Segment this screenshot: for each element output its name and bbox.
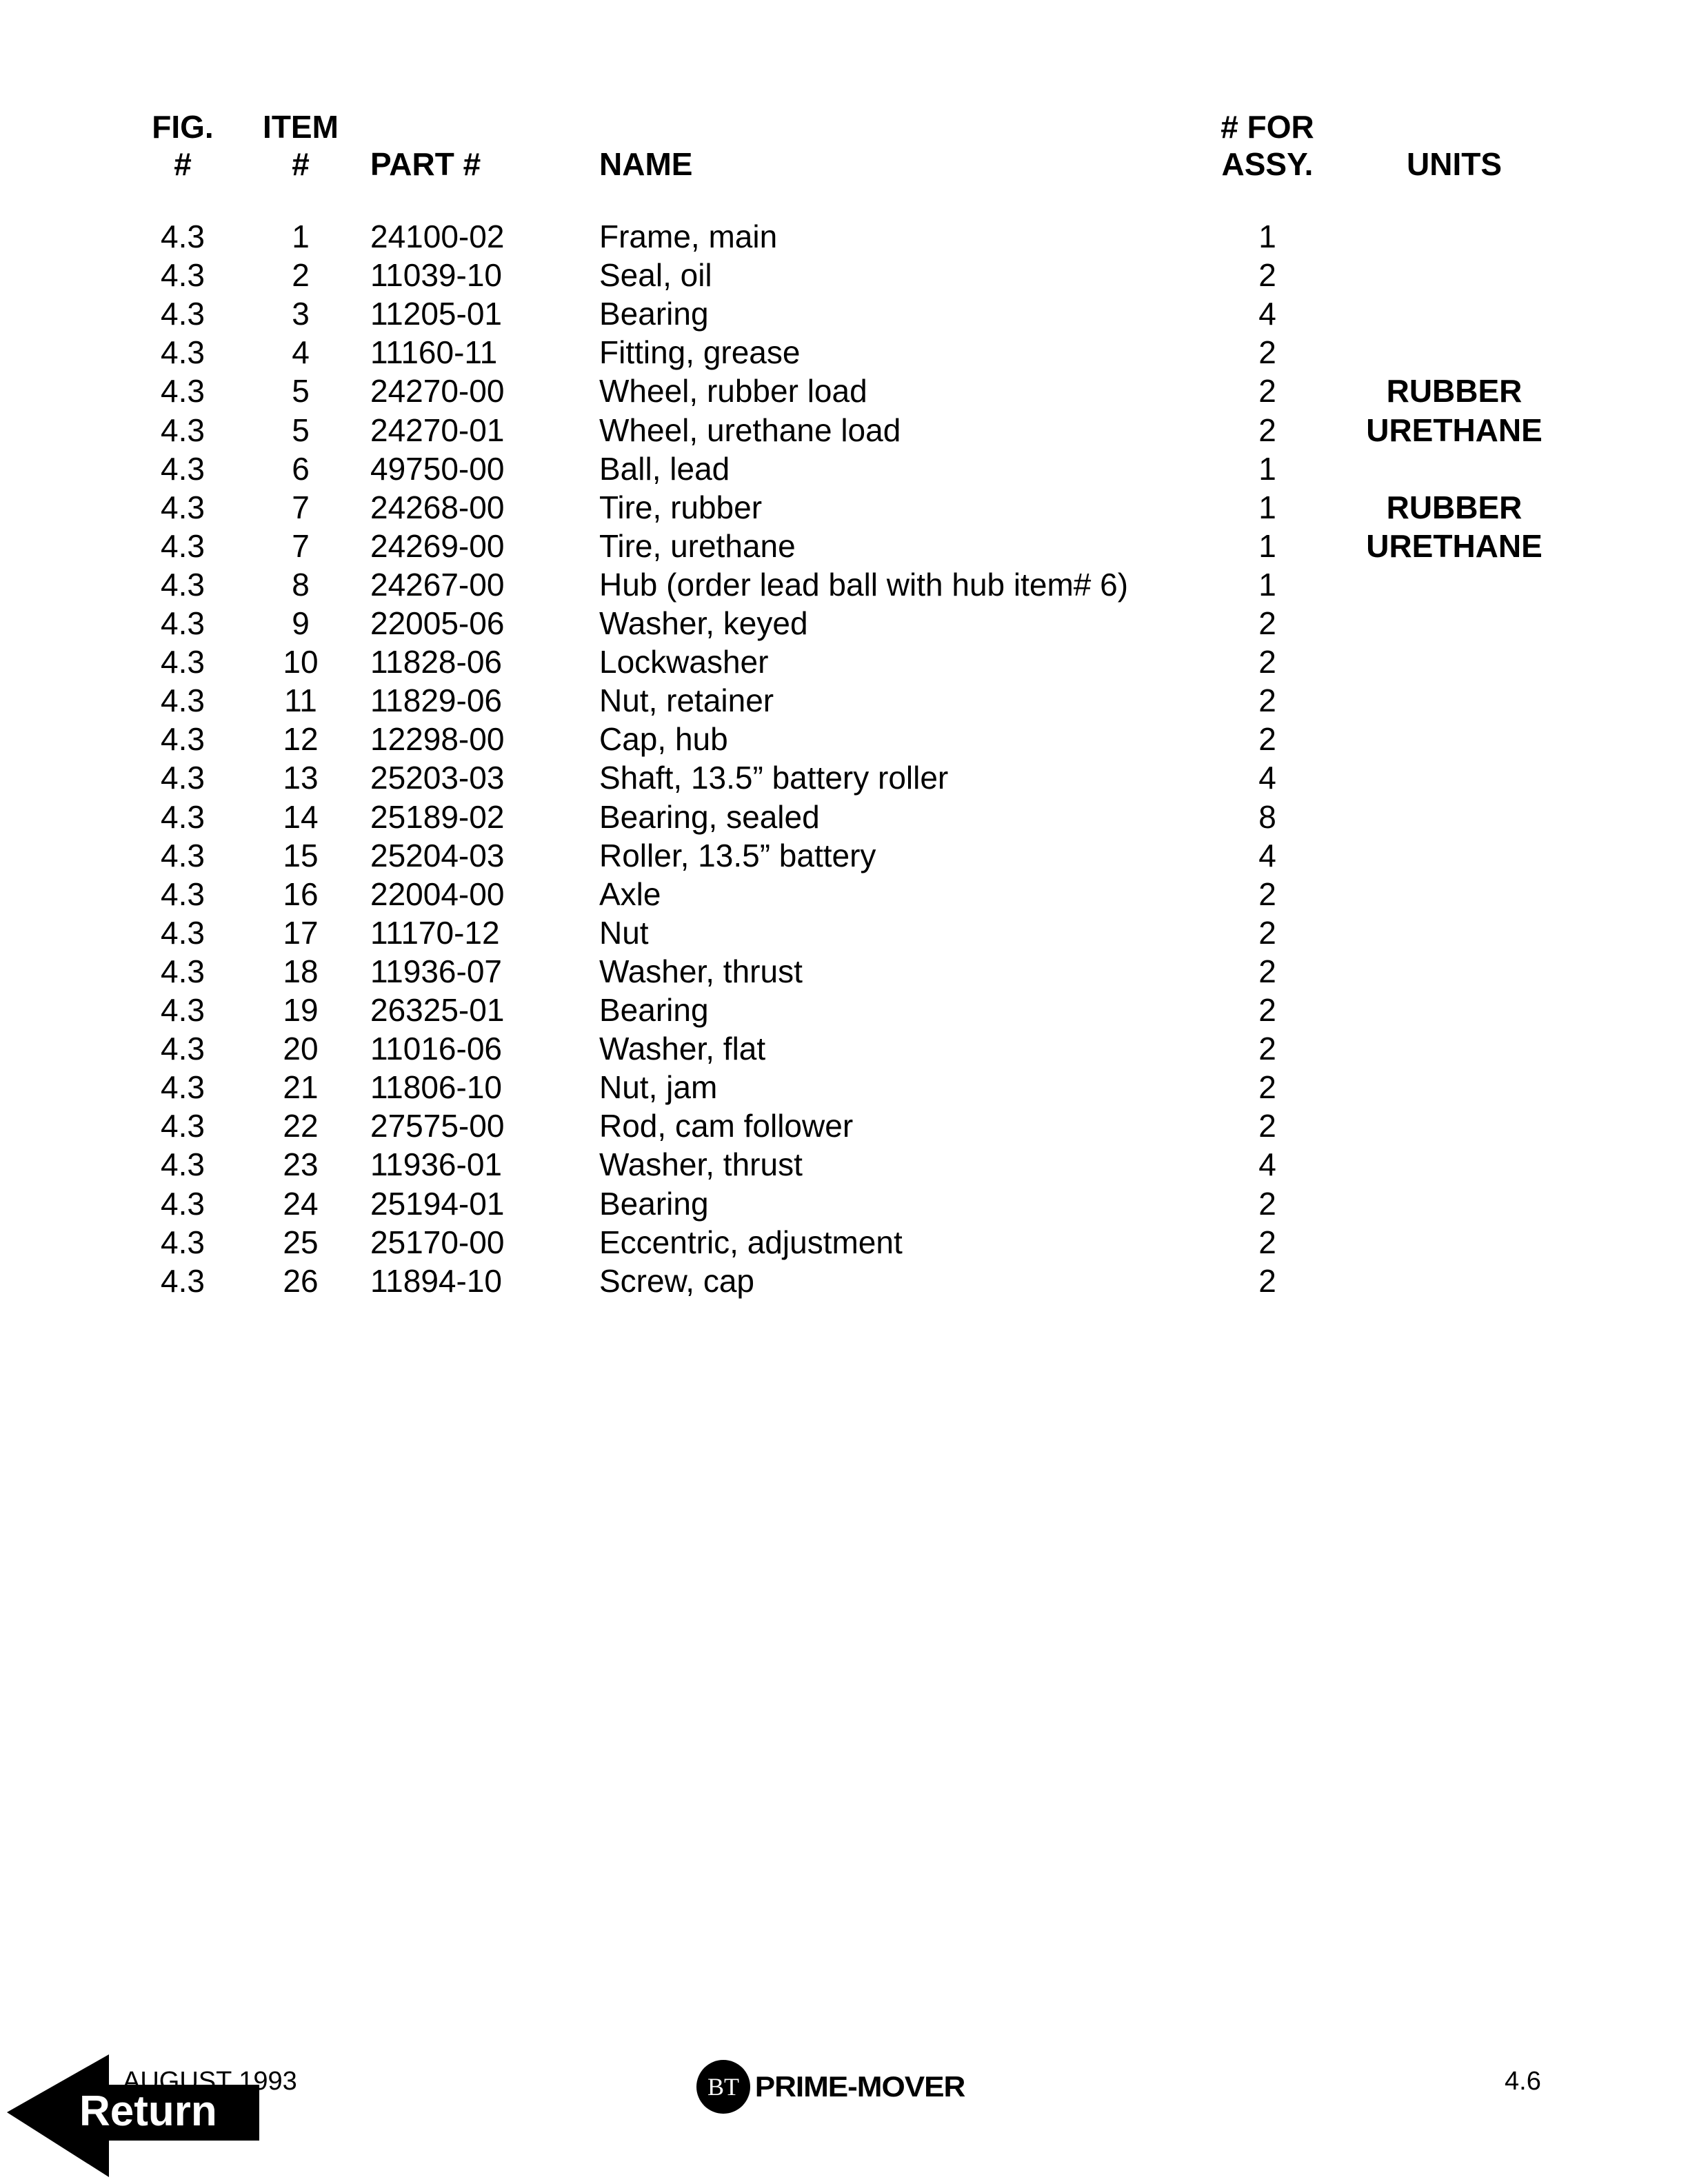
cell-units: RUBBER xyxy=(1386,489,1523,525)
table-row xyxy=(0,1029,1688,1068)
table-row xyxy=(0,411,1688,449)
cell-qty: 4 xyxy=(1258,760,1276,796)
cell-part: 22004-00 xyxy=(370,876,505,912)
cell-item: 5 xyxy=(292,412,310,448)
cell-fig: 4.3 xyxy=(161,257,205,294)
cell-qty: 2 xyxy=(1258,1185,1276,1222)
cell-qty: 2 xyxy=(1258,992,1276,1028)
cell-qty: 1 xyxy=(1258,450,1276,487)
table-row xyxy=(0,372,1688,410)
cell-part: 12298-00 xyxy=(370,721,505,758)
cell-name: Tire, rubber xyxy=(599,489,763,525)
cell-item: 20 xyxy=(283,1031,319,1067)
cell-part: 25203-03 xyxy=(370,760,505,796)
cell-name: Washer, thrust xyxy=(599,1146,803,1183)
cell-item: 10 xyxy=(283,644,319,680)
cell-qty: 4 xyxy=(1258,296,1276,332)
cell-name: Washer, flat xyxy=(599,1031,766,1067)
cell-item: 14 xyxy=(283,798,319,835)
cell-item: 24 xyxy=(283,1185,319,1222)
cell-qty: 2 xyxy=(1258,1031,1276,1067)
table-row xyxy=(0,991,1688,1029)
cell-part: 11936-07 xyxy=(370,953,502,989)
header-assy-line2: ASSY. xyxy=(1221,146,1314,182)
cell-qty: 2 xyxy=(1258,1108,1276,1144)
cell-name: Seal, oil xyxy=(599,257,712,294)
cell-item: 5 xyxy=(292,373,310,410)
cell-item: 16 xyxy=(283,876,319,912)
table-row xyxy=(0,565,1688,604)
cell-name: Frame, main xyxy=(599,219,778,254)
table-row xyxy=(0,875,1688,913)
cell-qty: 2 xyxy=(1258,334,1276,371)
cell-fig: 4.3 xyxy=(161,682,205,719)
header-part: PART # xyxy=(370,146,481,182)
cell-item: 12 xyxy=(283,721,319,758)
cell-qty: 2 xyxy=(1258,412,1276,448)
cell-fig: 4.3 xyxy=(161,219,205,254)
cell-fig: 4.3 xyxy=(161,1262,205,1299)
cell-name: Fitting, grease xyxy=(599,334,801,371)
footer-date: AUGUST 1993 xyxy=(123,2067,297,2096)
bt-seal-icon: BT xyxy=(696,2060,750,2114)
cell-name: Ball, lead xyxy=(599,450,730,487)
cell-qty: 2 xyxy=(1258,1069,1276,1106)
cell-qty: 8 xyxy=(1258,798,1276,835)
table-row xyxy=(0,681,1688,720)
cell-part: 11205-01 xyxy=(370,296,502,332)
table-row xyxy=(0,1068,1688,1106)
table-row xyxy=(0,720,1688,758)
cell-part: 24269-00 xyxy=(370,527,505,564)
cell-name: Eccentric, adjustment xyxy=(599,1224,903,1260)
cell-fig: 4.3 xyxy=(161,334,205,371)
cell-part: 24268-00 xyxy=(370,489,505,525)
table-row xyxy=(0,488,1688,527)
cell-fig: 4.3 xyxy=(161,1069,205,1106)
cell-fig: 4.3 xyxy=(161,876,205,912)
return-button[interactable] xyxy=(0,2051,262,2182)
cell-name: Bearing xyxy=(599,992,709,1028)
cell-item: 13 xyxy=(283,760,319,796)
cell-item: 23 xyxy=(283,1146,319,1183)
cell-name: Tire, urethane xyxy=(599,527,796,564)
cell-fig: 4.3 xyxy=(161,412,205,448)
cell-item: 9 xyxy=(292,605,310,641)
cell-qty: 2 xyxy=(1258,1262,1276,1299)
cell-name: Screw, cap xyxy=(599,1262,754,1299)
cell-item: 4 xyxy=(292,334,310,371)
cell-fig: 4.3 xyxy=(161,721,205,758)
table-row xyxy=(0,1106,1688,1145)
cell-part: 25194-01 xyxy=(370,1185,505,1222)
cell-name: Hub (order lead ball with hub item# 6) xyxy=(599,566,1129,603)
logo-brand: PRIME-MOVER xyxy=(754,2070,965,2103)
cell-item: 18 xyxy=(283,953,319,989)
cell-name: Nut, retainer xyxy=(599,682,774,719)
cell-fig: 4.3 xyxy=(161,992,205,1028)
cell-item: 2 xyxy=(292,257,310,294)
cell-fig: 4.3 xyxy=(161,837,205,873)
table-row xyxy=(0,1184,1688,1223)
cell-qty: 2 xyxy=(1258,721,1276,758)
cell-item: 11 xyxy=(284,682,317,719)
cell-item: 7 xyxy=(292,527,310,564)
cell-fig: 4.3 xyxy=(161,1146,205,1183)
cell-name: Bearing, sealed xyxy=(599,798,820,835)
cell-item: 8 xyxy=(292,566,310,603)
cell-item: 25 xyxy=(283,1224,319,1260)
cell-name: Washer, thrust xyxy=(599,953,803,989)
cell-name: Nut, jam xyxy=(599,1069,718,1106)
cell-name: Wheel, rubber load xyxy=(599,373,867,410)
cell-units: URETHANE xyxy=(1366,412,1543,448)
cell-name: Roller, 13.5” battery xyxy=(599,837,876,873)
cell-part: 25170-00 xyxy=(370,1224,505,1260)
cell-qty: 2 xyxy=(1258,876,1276,912)
cell-item: 26 xyxy=(283,1262,319,1299)
cell-item: 7 xyxy=(292,489,310,525)
header-assy xyxy=(1220,108,1314,183)
prime-mover-logo xyxy=(696,2060,965,2114)
cell-fig: 4.3 xyxy=(161,373,205,410)
table-row xyxy=(0,294,1688,333)
cell-part: 11828-06 xyxy=(370,644,502,680)
cell-item: 1 xyxy=(292,219,310,254)
table-row xyxy=(0,643,1688,681)
header-assy-line1: # FOR xyxy=(1220,109,1314,145)
cell-item: 21 xyxy=(283,1069,319,1106)
cell-part: 11016-06 xyxy=(370,1031,502,1067)
cell-fig: 4.3 xyxy=(161,760,205,796)
cell-name: Rod, cam follower xyxy=(599,1108,854,1144)
cell-qty: 2 xyxy=(1258,914,1276,951)
header-item-line1: ITEM xyxy=(263,109,339,145)
cell-part: 22005-06 xyxy=(370,605,505,641)
cell-fig: 4.3 xyxy=(161,1108,205,1144)
table-row xyxy=(0,798,1688,836)
cell-item: 19 xyxy=(283,992,319,1028)
cell-qty: 2 xyxy=(1258,953,1276,989)
cell-name: Bearing xyxy=(599,1185,709,1222)
cell-name: Axle xyxy=(599,876,661,912)
cell-fig: 4.3 xyxy=(161,798,205,835)
table-row xyxy=(0,256,1688,294)
cell-qty: 2 xyxy=(1258,1224,1276,1260)
cell-fig: 4.3 xyxy=(161,527,205,564)
cell-name: Cap, hub xyxy=(599,721,728,758)
table-row xyxy=(0,952,1688,991)
cell-name: Lockwasher xyxy=(599,644,769,680)
cell-part: 11039-10 xyxy=(370,257,502,294)
header-fig-line1: FIG. xyxy=(152,109,214,145)
table-row xyxy=(0,1262,1688,1300)
cell-item: 15 xyxy=(283,837,319,873)
cell-name: Nut xyxy=(599,914,649,951)
page-number: 4.6 xyxy=(1505,2067,1541,2096)
table-row xyxy=(0,913,1688,952)
cell-qty: 2 xyxy=(1258,257,1276,294)
table-row xyxy=(0,604,1688,643)
cell-qty: 1 xyxy=(1258,219,1276,254)
cell-qty: 4 xyxy=(1258,1146,1276,1183)
cell-qty: 2 xyxy=(1258,644,1276,680)
cell-qty: 2 xyxy=(1258,373,1276,410)
header-name: NAME xyxy=(599,146,693,182)
cell-part: 25204-03 xyxy=(370,837,505,873)
cell-part: 24267-00 xyxy=(370,566,505,603)
cell-name: Bearing xyxy=(599,296,709,332)
cell-fig: 4.3 xyxy=(161,1224,205,1260)
cell-part: 11160-11 xyxy=(370,334,498,371)
cell-fig: 4.3 xyxy=(161,644,205,680)
cell-name: Wheel, urethane load xyxy=(599,412,901,448)
cell-fig: 4.3 xyxy=(161,566,205,603)
cell-fig: 4.3 xyxy=(161,296,205,332)
header-units: UNITS xyxy=(1407,146,1502,182)
cell-part: 25189-02 xyxy=(370,798,505,835)
cell-qty: 1 xyxy=(1258,527,1276,564)
cell-part: 24100-02 xyxy=(370,219,505,254)
table-row xyxy=(0,758,1688,797)
table-row xyxy=(0,527,1688,565)
cell-item: 6 xyxy=(292,450,310,487)
cell-part: 24270-00 xyxy=(370,373,505,410)
header-fig-line2: # xyxy=(174,146,192,182)
cell-item: 22 xyxy=(283,1108,319,1144)
cell-name: Washer, keyed xyxy=(599,605,808,641)
cell-qty: 2 xyxy=(1258,605,1276,641)
cell-part: 11894-10 xyxy=(370,1262,502,1299)
cell-part: 11829-06 xyxy=(370,682,502,719)
cell-fig: 4.3 xyxy=(161,605,205,641)
cell-qty: 2 xyxy=(1258,682,1276,719)
cell-part: 11170-12 xyxy=(370,914,500,951)
cell-part: 27575-00 xyxy=(370,1108,505,1144)
cell-fig: 4.3 xyxy=(161,450,205,487)
header-fig xyxy=(152,108,213,183)
cell-item: 17 xyxy=(283,914,319,951)
cell-qty: 4 xyxy=(1258,837,1276,873)
table-row xyxy=(0,836,1688,875)
table-row xyxy=(0,449,1688,488)
cell-fig: 4.3 xyxy=(161,1185,205,1222)
table-row xyxy=(0,1223,1688,1262)
table-row xyxy=(0,217,1688,256)
cell-qty: 1 xyxy=(1258,489,1276,525)
cell-units: URETHANE xyxy=(1366,527,1543,564)
header-item-line2: # xyxy=(292,146,310,182)
cell-item: 3 xyxy=(292,296,310,332)
cell-part: 24270-01 xyxy=(370,412,505,448)
cell-part: 49750-00 xyxy=(370,450,505,487)
cell-qty: 1 xyxy=(1258,566,1276,603)
cell-fig: 4.3 xyxy=(161,953,205,989)
cell-fig: 4.3 xyxy=(161,489,205,525)
header-item xyxy=(263,108,339,183)
cell-part: 11936-01 xyxy=(370,1146,502,1183)
return-label: Return xyxy=(79,2087,217,2135)
table-row xyxy=(0,333,1688,372)
cell-name: Shaft, 13.5” battery roller xyxy=(599,760,949,796)
table-row xyxy=(0,1145,1688,1184)
cell-part: 11806-10 xyxy=(370,1069,502,1106)
cell-part: 26325-01 xyxy=(370,992,505,1028)
cell-units: RUBBER xyxy=(1386,373,1523,410)
cell-fig: 4.3 xyxy=(161,914,205,951)
cell-fig: 4.3 xyxy=(161,1031,205,1067)
